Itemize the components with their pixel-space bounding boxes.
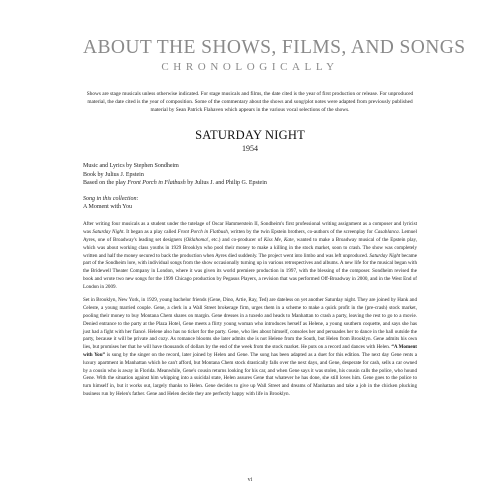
collection-block: [83, 195, 417, 212]
page-number: vi: [247, 477, 253, 483]
text-run-italic: Saturday Night: [369, 252, 401, 259]
text-run: . It began as a play called: [123, 229, 178, 236]
body-paragraph-plot: [83, 297, 417, 398]
text-run: , wanted to make a Broadway musical of the Epstein play, which was about working class youths in 1929 Brooklyn who pool their money to make a killing in the stock market, soon to crash. The show was completely written and half the money secured to back the production when Ayres died suddenly. The project went into limbo and was left unproduced.: [83, 236, 417, 259]
credit-book: Book by Julius J. Epstein: [83, 171, 144, 178]
text-run-italic: Kiss Me, Kate: [263, 236, 294, 243]
text-run-italic: Casablanca: [374, 229, 399, 236]
text-run: , written by the twin Epstein brothers, co-authors of the screenplay for: [227, 229, 375, 236]
text-run-italic: Front Porch in Flatbush: [177, 229, 228, 236]
credit-based-suffix: by Julius J. and Philip G. Epstein: [185, 180, 267, 187]
page-title: ABOUT THE SHOWS, FILMS, AND SONGS: [83, 37, 466, 58]
body-paragraph-history: [83, 221, 417, 291]
text-run: is sung by the singer on the record, later joined by Helen and Gene. The song has been adapted as a duet for this edition. The next day Gene rents a luxury apartment in Manhattan which he can't afford, but Montana Chem stock drastically falls over the next days, and Gene, desperate for cash, sells a car owned by a cousin who is away in Florida. Meanwhile, Gene's cousin returns looking for his car, and when Gene says it was stolen, his cousin calls the police, who hound Gene. With the situation against him whipping into a suicidal state, Helen assures Gene that whatever he has done, she still loves him. Gene goes to the police to turn himself in, but it works out, largely thanks to Helen. Gene decides to give up Wall Street and dreams of Manhattan and take a job in the chicken plucking business run by Helen's father. Gene and Helen decide they are perfectly happy with life in Brooklyn.: [83, 352, 417, 398]
collection-song: A Moment with You: [83, 203, 133, 210]
credit-based-prefix: Based on the play: [83, 180, 128, 187]
text-run-italic: Saturday Night: [92, 229, 124, 236]
show-title: SATURDAY NIGHT: [195, 128, 305, 143]
text-run-italic: Oklahoma!: [185, 236, 209, 243]
page-subtitle: CHRONOLOGICALLY: [161, 61, 339, 73]
text-run: After writing four musicals as a student under the tutelage of Oscar Hammerstein II, Sondheim's first professional writing assignment as a composer and lyricist was: [83, 221, 417, 236]
show-year: 1954: [242, 144, 258, 154]
intro-paragraph: Shows are stage musicals unless otherwise indicated. For stage musicals and films, the date cited is the year of first production or release. For unproduced material, the date cited is the year of composition. Some of the commentary about the shows and song/plot notes were adapted from previously published material by Sean Patrick Flahaven which appears in the various vocal selections of the shows.: [86, 91, 414, 114]
text-run: , etc.) and co-producer of: [208, 236, 264, 243]
text-run: Set in Brooklyn, New York, in 1929, young bachelor friends (Gene, Dino, Artie, Ray, Ted) are dateless on yet another Saturday night. They are joined by Hank and Celeste, a young married couple. Gene, a clerk in a Wall Street brokerage firm, urges them in a scheme to make a quick profit in the (pre-crash) stock market, pooling their money to buy Montana Chem shares on margin. Gene dresses in a tuxedo and heads to Manhattan to crash a party, leaving the rest to go to a movie. Denied entrance to the party at the Plaza Hotel, Gene meets a flirty young woman who introduces herself as Helene, a young southern coquette, and says she has just had a fight with her fiancé. Helene also has no ticket for the party. Gene, who lies about himself, consoles her and persuades her to dance in the hall outside the party, because it will be private and cozy. As romance blooms she later admits she is not Helene from the South, but Helen from Brooklyn. Gene admits his own lies, but promises her that he will have thousands of dollars by the end of the week from the stock market. He puts on a record and dances with Helen.: [83, 297, 417, 351]
body-text: [83, 221, 417, 399]
text-run: . Lemuel Ayres, one of Broadway's leading set designers (: [83, 229, 417, 243]
credit-music-lyrics: Music and Lyrics by Stephen Sondheim: [83, 163, 179, 170]
song-title-bold: “A Moment with You”: [83, 344, 417, 359]
text-run: became part of the Sondheim lore, with individual songs from the show occasionally turning up in various retrospectives and albums. A new life for the musical began with the Bridewell Theater Company in London, where it was given its world premiere production in 1997, with the blessing of the composer. Sondheim revised the book and wrote two new songs for the 1999 Chicago production by Pegasus Players, a revision that was performed Off-Broadway in 2000, and in the West End of London in 2009.: [83, 252, 417, 290]
show-credits: [83, 162, 417, 187]
credit-based-on: [83, 179, 417, 187]
collection-label: Song in this collection:: [83, 195, 139, 202]
credit-based-title: Front Porch in Flatbush: [127, 180, 186, 187]
